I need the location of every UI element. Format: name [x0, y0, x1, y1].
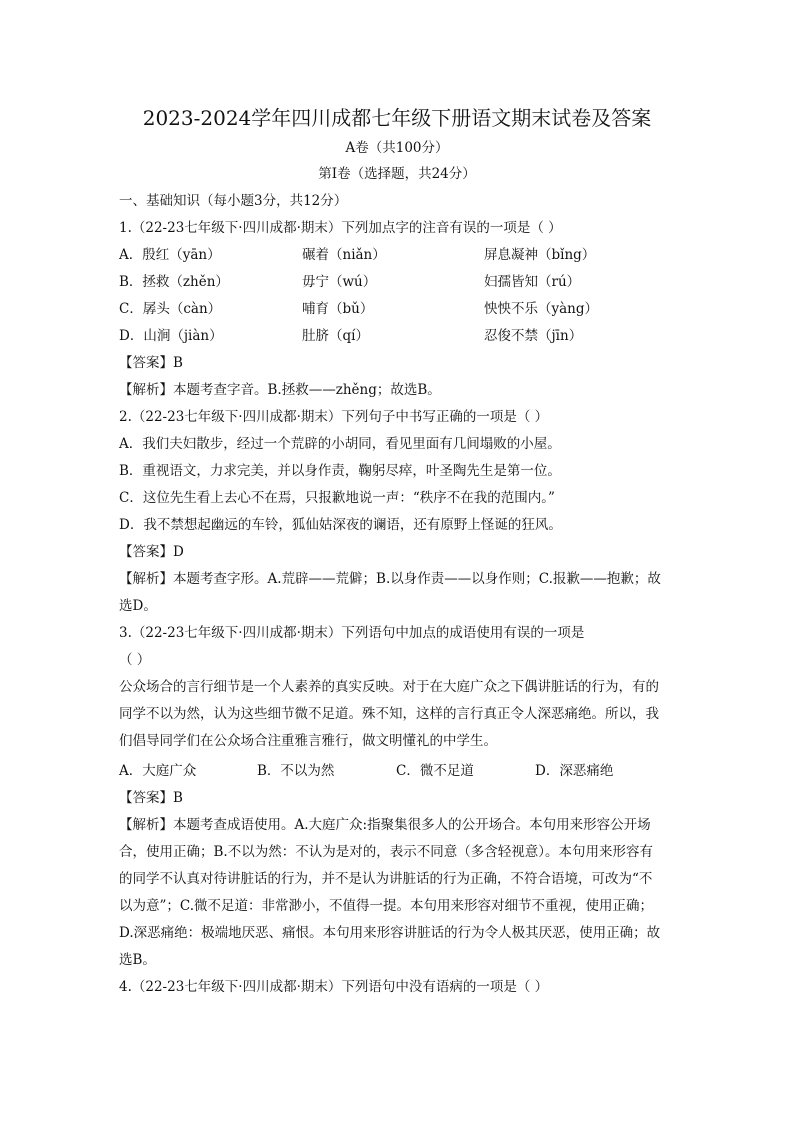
q3-option-c: C．微不足道 — [396, 763, 474, 779]
question-4-stem: 4.（22-23七年级下·四川成都·期末）下列语句中没有语病的一项是（ ） — [119, 979, 549, 995]
q3-analysis-line-5: D.深恶痛绝：极端地厌恶、痛恨。本句用来形容讲脏话的行为令人极其厌恶，使用正确；故 — [119, 925, 661, 941]
q3-passage-line-2: 同学不以为然，认为这些细节微不足道。殊不知，这样的言行真正令人深恶痛绝。所以，我 — [119, 706, 659, 722]
q1-option-a-item2: 碾着（niǎn） — [302, 247, 386, 263]
q1-option-a-item1: A．殷红（yān） — [119, 247, 221, 263]
q2-option-c: C．这位先生看上去心不在焉，只报歉地说一声：“秩序不在我的范围内。” — [119, 490, 555, 506]
question-1-stem: 1.（22-23七年级下·四川成都·期末）下列加点字的注音有误的一项是（ ） — [119, 220, 562, 236]
q3-passage-line-1: 公众场合的言行细节是一个人素养的真实反映。对于在大庭广众之下偶讲脏话的行为，有的 — [119, 679, 659, 695]
q1-answer: 【答案】B — [119, 355, 183, 371]
q1-option-c-item1: C．孱头（càn） — [119, 301, 222, 317]
q3-analysis-line-3: 的同学不认真对待讲脏话的行为，并不是认为讲脏话的行为正确，不符合语境，可改为“不 — [119, 871, 653, 887]
part-one-heading: 第Ⅰ卷（选择题，共24分） — [318, 166, 476, 182]
q1-option-b-item3: 妇孺皆知（rú） — [484, 274, 581, 290]
q2-analysis-line-1: 【解析】本题考查字形。A.荒辟——荒僻；B.以身作责——以身作则；C.报歉——抱歉；故 — [119, 571, 661, 587]
q3-analysis-line-1: 【解析】本题考查成语使用。A.大庭广众:指聚集很多人的公开场合。本句用来形容公开场 — [119, 817, 651, 833]
q3-analysis-line-2: 合，使用正确；B.不以为然：不认为是对的，表示不同意（多含轻视意）。本句用来形容有 — [119, 844, 653, 860]
paper-a-heading: A卷（共100分） — [345, 140, 449, 156]
q1-analysis: 【解析】本题考查字音。B.拯救——zhěng；故选B。 — [119, 382, 441, 398]
q1-option-c-item2: 哺育（bǔ） — [302, 301, 374, 317]
q1-option-c-item3: 怏怏不乐（yàng） — [484, 301, 599, 317]
question-3-stem-bracket: （ ） — [119, 652, 151, 668]
q3-option-b: B．不以为然 — [257, 763, 335, 779]
q2-option-b: B．重视语文，力求完美，并以身作责，鞠躬尽瘁，叶圣陶先生是第一位。 — [119, 463, 561, 479]
q3-analysis-line-6: 选B。 — [119, 952, 156, 968]
q2-option-d: D．我不禁想起幽远的车铃，狐仙姑深夜的谰语，还有原野上怪诞的狂风。 — [119, 517, 562, 533]
q2-answer: 【答案】D — [119, 544, 184, 560]
q1-option-d-item2: 肚脐（qí） — [302, 328, 369, 344]
q1-option-b-item2: 毋宁（wú） — [302, 274, 377, 290]
question-3-stem: 3.（22-23七年级下·四川成都·期末）下列语句中加点的成语使用有误的一项是 — [119, 625, 585, 641]
q1-option-a-item3: 屏息凝神（bǐng） — [484, 247, 596, 263]
section-heading: 一、基础知识（每小题3分，共12分） — [119, 193, 348, 209]
q3-answer: 【答案】B — [119, 790, 183, 806]
q3-option-a: A．大庭广众 — [119, 763, 197, 779]
q3-option-d: D．深恶痛绝 — [535, 763, 614, 779]
q3-passage-line-3: 们倡导同学们在公众场合注重雅言雅行，做文明懂礼的中学生。 — [119, 733, 497, 749]
q1-option-b-item1: B．拯救（zhěn） — [119, 274, 229, 290]
q2-analysis-line-2: 选D。 — [119, 598, 157, 614]
q1-option-d-item3: 忍俊不禁（jīn） — [484, 328, 583, 344]
q3-analysis-line-4: 以为意”；C.微不足道：非常渺小，不值得一提。本句用来形容对细节不重视，使用正确； — [119, 898, 654, 914]
q2-option-a: A．我们夫妇散步，经过一个荒辟的小胡同，看见里面有几间塌败的小屋。 — [119, 436, 561, 452]
q1-option-d-item1: D．山涧（jiàn） — [119, 328, 223, 344]
document-title: 2023-2024学年四川成都七年级下册语文期末试卷及答案 — [142, 106, 652, 130]
question-2-stem: 2.（22-23七年级下·四川成都·期末）下列句子中书写正确的一项是（ ） — [119, 409, 549, 425]
